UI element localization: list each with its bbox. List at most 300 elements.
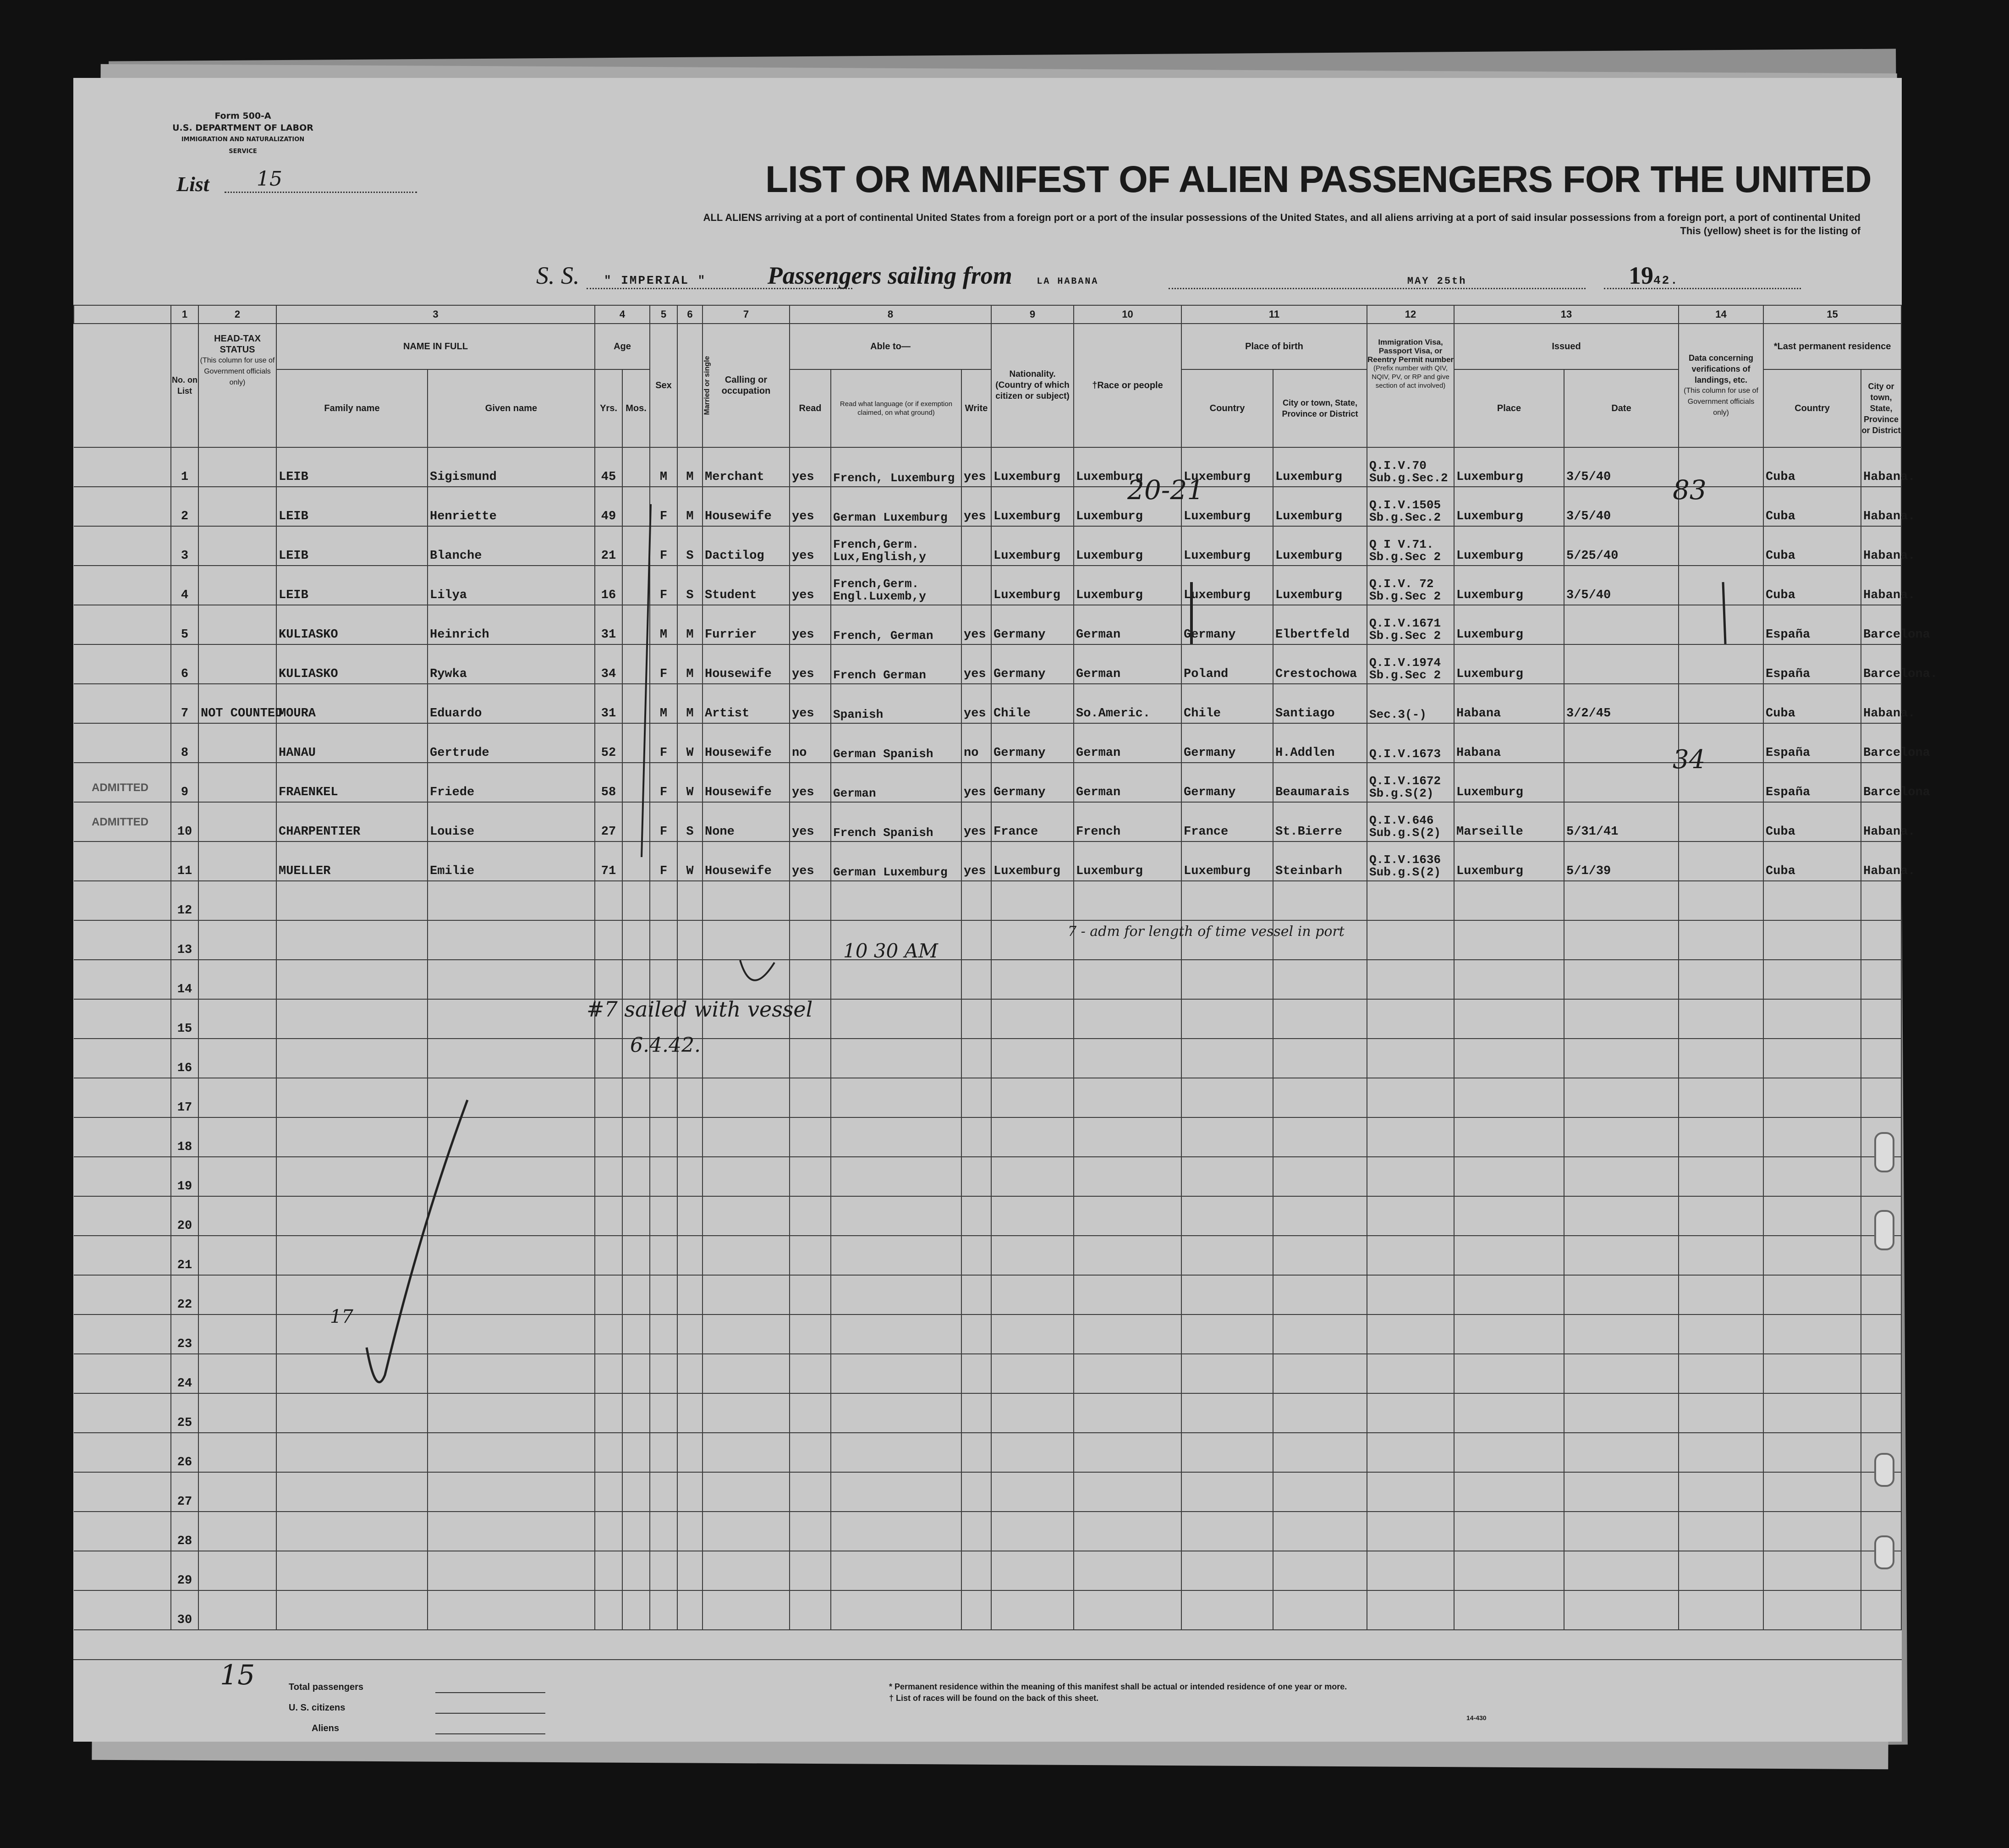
sex-header: Sex [650, 324, 677, 447]
visa-cell: Q.I.V. 72 Sb.g.Sec 2 [1367, 566, 1454, 605]
nationality-cell: Luxemburg [991, 487, 1074, 526]
family-name-cell: CHARPENTIER [276, 802, 428, 842]
birth-country-cell: Germany [1181, 605, 1273, 644]
residence-city-cell: Habana. [1861, 684, 1901, 723]
birth-country-cell: Chile [1181, 684, 1273, 723]
col-num-12: 12 [1367, 305, 1454, 324]
visa-cell: Q.I.V.1636 Sub.g.S(2) [1367, 842, 1454, 881]
issued-place-cell: Luxemburg [1454, 487, 1564, 526]
given-name-cell: Friede [428, 763, 595, 802]
visa-cell: Q.I.V.646 Sub.g.S(2) [1367, 802, 1454, 842]
residence-country-cell: Cuba [1763, 842, 1861, 881]
language-cell: German Spanish [831, 723, 961, 763]
age-cell: 31 [595, 605, 622, 644]
nationality-cell: Luxemburg [991, 526, 1074, 566]
row-number: 5 [171, 605, 198, 644]
race-header: †Race or people [1074, 324, 1181, 447]
write-cell: yes [961, 605, 991, 644]
residence-country-cell: España [1763, 605, 1861, 644]
given-name-cell: Rywka [428, 644, 595, 684]
binder-hole [1874, 1132, 1894, 1172]
yrs-header: Yrs. [595, 369, 622, 447]
nationality-cell: Chile [991, 684, 1074, 723]
birth-city-cell: Luxemburg [1273, 487, 1367, 526]
footer [73, 1659, 1902, 1742]
family-name-header: Family name [276, 369, 428, 447]
row-number: 24 [171, 1354, 198, 1393]
family-name-cell: MUELLER [276, 842, 428, 881]
issued-date-cell: 3/5/40 [1564, 487, 1679, 526]
ditto-stroke [642, 504, 651, 857]
admin-note: 7 - adm for length of time vessel in port [1068, 924, 1345, 940]
residence-city-cell: Habana. [1861, 842, 1901, 881]
family-name-cell: FRAENKEL [276, 763, 428, 802]
check-mark-stroke [367, 1100, 467, 1382]
row-number: 22 [171, 1275, 198, 1314]
nationality-cell: Luxemburg [991, 566, 1074, 605]
residence-city-cell: Barcelona. [1861, 644, 1901, 684]
col-num-15: 15 [1763, 305, 1901, 324]
birth-country-cell: France [1181, 802, 1273, 842]
marital-cell: S [677, 566, 703, 605]
read-cell: yes [790, 526, 831, 566]
issued-place-cell: Luxemburg [1454, 447, 1564, 487]
row-number: 23 [171, 1314, 198, 1354]
col-num-2: 2 [198, 305, 276, 324]
col-num-14: 14 [1679, 305, 1763, 324]
row-number: 29 [171, 1551, 198, 1590]
row-number: 10 [171, 802, 198, 842]
col-num-3: 3 [276, 305, 595, 324]
signature-stroke [740, 960, 774, 980]
col-num-5: 5 [650, 305, 677, 324]
occupation-cell: Housewife [703, 644, 790, 684]
row-number: 21 [171, 1236, 198, 1275]
language-cell: Spanish [831, 684, 961, 723]
family-name-cell: KULIASKO [276, 644, 428, 684]
issued-place-cell: Luxemburg [1454, 644, 1564, 684]
residence-country-cell: España [1763, 763, 1861, 802]
marital-cell: M [677, 644, 703, 684]
family-name-cell: LEIB [276, 566, 428, 605]
given-name-cell: Louise [428, 802, 595, 842]
residence-city-cell: Habana. [1861, 526, 1901, 566]
col-num-6: 6 [677, 305, 703, 324]
visa-cell: Q.I.V.1974 Sb.g.Sec 2 [1367, 644, 1454, 684]
row-number: 11 [171, 842, 198, 881]
marital-cell: W [677, 842, 703, 881]
occupation-cell: Merchant [703, 447, 790, 487]
occupation-cell: None [703, 802, 790, 842]
residence-city-cell: Habana. [1861, 487, 1901, 526]
no-on-list-header: No. on List [171, 324, 198, 447]
last-residence-header: *Last permanent residence [1763, 324, 1901, 369]
row-number: 19 [171, 1157, 198, 1196]
issued-place-cell: Luxemburg [1454, 842, 1564, 881]
family-name-cell: MOURA [276, 684, 428, 723]
page-title: LIST OR MANIFEST OF ALIEN PASSENGERS FOR THE UNITED [765, 159, 1872, 200]
total-passengers-label: Total passengers [289, 1682, 364, 1692]
year-suffix: 42. [1653, 274, 1679, 287]
col-num-13: 13 [1454, 305, 1679, 324]
row-number: 8 [171, 723, 198, 763]
col-num-9: 9 [991, 305, 1074, 324]
occupation-cell: Artist [703, 684, 790, 723]
read-header: Read [790, 369, 831, 447]
birth-country-cell: Poland [1181, 644, 1273, 684]
birth-city-cell: Luxemburg [1273, 447, 1367, 487]
issued-date-cell: 3/5/40 [1564, 566, 1679, 605]
col-num-11: 11 [1181, 305, 1367, 324]
landing-title: Data concerning verifications of landings, etc. [1689, 353, 1754, 385]
visa-title: Immigration Visa, Passport Visa, or Reentry Permit number [1367, 338, 1454, 364]
able-to-header: Able to— [790, 324, 991, 369]
nationality-cell: Luxemburg [991, 447, 1074, 487]
head-tax-note: (This column for use of Government officials only) [200, 357, 275, 386]
issued-date-cell: 5/1/39 [1564, 842, 1679, 881]
race-cell: Luxemburg [1074, 487, 1181, 526]
row-number: 15 [171, 999, 198, 1039]
given-name-cell: Gertrude [428, 723, 595, 763]
residence-city-cell: Habana. [1861, 802, 1901, 842]
row-number: 12 [171, 881, 198, 920]
handwriting-strokes [73, 78, 1902, 1742]
birth-country-cell: Germany [1181, 723, 1273, 763]
occupation-cell: Furrier [703, 605, 790, 644]
ditto-stroke [1723, 582, 1725, 644]
issued-date-cell: 3/5/40 [1564, 447, 1679, 487]
issued-date-cell: 5/25/40 [1564, 526, 1679, 566]
nationality-cell: France [991, 802, 1074, 842]
birth-city-cell: Santiago [1273, 684, 1367, 723]
visa-cell: Q I V.71. Sb.g.Sec 2 [1367, 526, 1454, 566]
count-17: 17 [330, 1306, 353, 1327]
family-name-cell: LEIB [276, 526, 428, 566]
row-number: 7 [171, 684, 198, 723]
read-cell: yes [790, 802, 831, 842]
residence-country-cell: Cuba [1763, 487, 1861, 526]
departure-port: LA HABANA [1037, 276, 1099, 287]
residence-city-cell: Habana. [1861, 566, 1901, 605]
given-name-cell: Henriette [428, 487, 595, 526]
issued-place-cell: Luxemburg [1454, 526, 1564, 566]
count-34: 34 [1673, 745, 1706, 775]
nationality-cell: Luxemburg [991, 842, 1074, 881]
marital-cell: W [677, 763, 703, 802]
race-cell: Luxemburg [1074, 566, 1181, 605]
nationality-header: Nationality. (Country of which citizen or subject) [991, 324, 1074, 447]
visa-cell: Q.I.V.70 Sub.g.Sec.2 [1367, 447, 1454, 487]
language-cell: French Spanish [831, 802, 961, 842]
row-number: 4 [171, 566, 198, 605]
residence-country-cell: España [1763, 723, 1861, 763]
occupation-cell: Student [703, 566, 790, 605]
nationality-cell: Germany [991, 644, 1074, 684]
age-cell: 49 [595, 487, 622, 526]
visa-cell: Q.I.V.1673 [1367, 723, 1454, 763]
age-cell: 31 [595, 684, 622, 723]
given-name-cell: Lilya [428, 566, 595, 605]
nationality-cell: Germany [991, 723, 1074, 763]
residence-country-cell: Cuba [1763, 526, 1861, 566]
row-number: 17 [171, 1078, 198, 1117]
col-num-4: 4 [595, 305, 650, 324]
residence-country-cell: España [1763, 644, 1861, 684]
race-cell: So.Americ. [1074, 684, 1181, 723]
departure-date: MAY 25th [1407, 275, 1467, 287]
marital-cell: S [677, 802, 703, 842]
marital-cell: S [677, 526, 703, 566]
list-label: List [176, 172, 209, 196]
birth-country-cell: Luxemburg [1181, 487, 1273, 526]
admitted-stamp: ADMITTED [92, 816, 148, 828]
ss-label: S. S. [536, 262, 580, 289]
write-cell: yes [961, 644, 991, 684]
issued-header: Issued [1454, 324, 1679, 369]
age-cell: 16 [595, 566, 622, 605]
binder-hole [1874, 1210, 1894, 1250]
read-cell: yes [790, 605, 831, 644]
birth-city-cell: H.Addlen [1273, 723, 1367, 763]
aliens-line [435, 1733, 545, 1734]
language-cell: German Luxemburg [831, 842, 961, 881]
citizens-line [435, 1713, 545, 1714]
issued-place-cell: Habana [1454, 684, 1564, 723]
visa-cell: Sec.3(-) [1367, 684, 1454, 723]
residence-city-cell: Barcelona [1861, 763, 1901, 802]
row-number: 27 [171, 1472, 198, 1512]
birth-city-cell: St.Bierre [1273, 802, 1367, 842]
write-cell: yes [961, 684, 991, 723]
sailed-date: 6.4.42. [630, 1034, 701, 1057]
residence-country-cell: Cuba [1763, 802, 1861, 842]
age-cell: 27 [595, 802, 622, 842]
mos-header: Mos. [622, 369, 650, 447]
birth-city-header: City or town, State, Province or District [1273, 369, 1367, 447]
write-cell: no [961, 723, 991, 763]
occupation-cell: Dactilog [703, 526, 790, 566]
sailed-note: #7 sailed with vessel [587, 997, 813, 1022]
write-cell: yes [961, 842, 991, 881]
nationality-cell: Germany [991, 763, 1074, 802]
sex-cell: F [650, 842, 677, 881]
read-cell: yes [790, 566, 831, 605]
row-number: 2 [171, 487, 198, 526]
row-number: 30 [171, 1590, 198, 1630]
family-name-cell: KULIASKO [276, 605, 428, 644]
calling-header: Calling or occupation [703, 324, 790, 447]
family-name-cell: LEIB [276, 447, 428, 487]
row-number: 6 [171, 644, 198, 684]
language-cell: German [831, 763, 961, 802]
birth-country-cell: Luxemburg [1181, 566, 1273, 605]
count-15: 15 [220, 1659, 255, 1691]
read-cell: no [790, 723, 831, 763]
sex-cell: M [650, 684, 677, 723]
given-name-cell: Sigismund [428, 447, 595, 487]
issued-date-cell: 5/31/41 [1564, 802, 1679, 842]
form-dept: U.S. DEPARTMENT OF LABOR [172, 123, 313, 133]
family-name-cell: HANAU [276, 723, 428, 763]
sailing-label: Passengers sailing from [767, 262, 1012, 289]
row-number: 16 [171, 1039, 198, 1078]
issued-place-cell: Luxemburg [1454, 605, 1564, 644]
read-cell: yes [790, 842, 831, 881]
row-number: 26 [171, 1433, 198, 1472]
col-num-1: 1 [171, 305, 198, 324]
time-annotation: 10 30 AM [843, 940, 938, 962]
total-line [435, 1692, 545, 1693]
language-cell: French German [831, 644, 961, 684]
given-name-cell: Blanche [428, 526, 595, 566]
birth-country-cell: Luxemburg [1181, 842, 1273, 881]
visa-cell: Q.I.V.1505 Sb.g.Sec.2 [1367, 487, 1454, 526]
language-cell: French,Germ. Lux,English,y [831, 526, 961, 566]
row-number: 25 [171, 1393, 198, 1433]
age-cell: 45 [595, 447, 622, 487]
binder-hole [1874, 1535, 1894, 1569]
visa-note: (Prefix number with QIV, NQIV, PV, or RP and give section of act involved) [1372, 364, 1449, 390]
issued-place-cell: Marseille [1454, 802, 1564, 842]
issued-place-cell: Habana [1454, 723, 1564, 763]
residence-city-header: City or town, State, Province or District [1861, 369, 1901, 447]
given-name-header: Given name [428, 369, 595, 447]
count-annotation: 83 [1673, 474, 1707, 506]
footer-divider [73, 1659, 1902, 1660]
marital-cell: M [677, 605, 703, 644]
row-number: 18 [171, 1117, 198, 1157]
birth-city-cell: Luxemburg [1273, 526, 1367, 566]
visa-cell: Q.I.V.1672 Sb.g.S(2) [1367, 763, 1454, 802]
issued-date-header: Date [1564, 369, 1679, 447]
residence-city-cell: Barcelona [1861, 723, 1901, 763]
language-cell: French, German [831, 605, 961, 644]
birth-country-cell: Germany [1181, 763, 1273, 802]
residence-country-cell: Cuba [1763, 684, 1861, 723]
residence-country-cell: Cuba [1763, 447, 1861, 487]
race-cell: German [1074, 723, 1181, 763]
birth-country-cell: Luxemburg [1181, 526, 1273, 566]
subtitle-line-2: This (yellow) sheet is for the listing of [1680, 225, 1861, 236]
given-name-cell: Eduardo [428, 684, 595, 723]
row-number: 3 [171, 526, 198, 566]
write-header: Write [961, 369, 991, 447]
issued-place-cell: Luxemburg [1454, 566, 1564, 605]
read-cell: yes [790, 684, 831, 723]
sex-cell: F [650, 723, 677, 763]
birth-city-cell: Elbertfeld [1273, 605, 1367, 644]
read-language-header: Read what language (or if exemption claimed, on what ground) [831, 369, 961, 447]
sex-cell: M [650, 447, 677, 487]
admitted-stamp: ADMITTED [92, 781, 148, 794]
given-name-cell: Heinrich [428, 605, 595, 644]
print-code: 14-430 [1466, 1714, 1487, 1722]
age-cell: 52 [595, 723, 622, 763]
visa-cell: Q.I.V.1671 Sb.g.Sec 2 [1367, 605, 1454, 644]
row-number: 20 [171, 1196, 198, 1236]
sex-cell: F [650, 802, 677, 842]
form-number: Form 500-A [214, 111, 271, 121]
aliens-label: Aliens [312, 1723, 340, 1733]
read-cell: yes [790, 763, 831, 802]
read-cell: yes [790, 644, 831, 684]
col-num-10: 10 [1074, 305, 1181, 324]
read-cell: yes [790, 487, 831, 526]
landing-note: (This column for use of Government officials only) [1684, 387, 1758, 417]
place-of-birth-header: Place of birth [1181, 324, 1367, 369]
sex-cell: M [650, 605, 677, 644]
language-cell: French,Germ. Engl.Luxemb,y [831, 566, 961, 605]
age-header: Age [595, 324, 650, 369]
sex-cell: F [650, 526, 677, 566]
race-cell: German [1074, 644, 1181, 684]
nationality-cell: Germany [991, 605, 1074, 644]
sex-cell: F [650, 763, 677, 802]
sex-cell: F [650, 566, 677, 605]
write-cell: yes [961, 763, 991, 802]
birth-city-cell: Luxemburg [1273, 566, 1367, 605]
age-cell: 21 [595, 526, 622, 566]
race-cell: Luxemburg [1074, 526, 1181, 566]
row-number: 9 [171, 763, 198, 802]
occupation-cell: Housewife [703, 842, 790, 881]
residence-city-cell: Barcelona [1861, 605, 1901, 644]
head-tax-title: HEAD-TAX STATUS [214, 334, 261, 355]
write-cell: yes [961, 447, 991, 487]
marital-cell: W [677, 723, 703, 763]
language-cell: German Luxemburg [831, 487, 961, 526]
birth-city-cell: Steinbarh [1273, 842, 1367, 881]
residence-footnote: * Permanent residence within the meaning of this manifest shall be actual or intended residence of one year or more. [889, 1682, 1347, 1691]
birth-city-cell: Crestochowa [1273, 644, 1367, 684]
issued-place-cell: Luxemburg [1454, 763, 1564, 802]
binder-hole [1874, 1453, 1894, 1487]
year-prefix: 19 [1628, 262, 1653, 289]
race-cell: Luxemburg [1074, 447, 1181, 487]
sex-cell: F [650, 487, 677, 526]
row-number: 1 [171, 447, 198, 487]
subtitle-line-1: ALL ALIENS arriving at a port of continental United States from a foreign port or a port of the insular possessions of the United States, and all aliens arriving at a port of said insular possessions from a foreign port, a port of continental United [703, 212, 1861, 223]
races-footnote: † List of races will be found on the back of this sheet. [889, 1694, 1099, 1703]
name-in-full-header: NAME IN FULL [276, 324, 595, 369]
marital-cell: M [677, 487, 703, 526]
occupation-cell: Housewife [703, 487, 790, 526]
issued-place-header: Place [1454, 369, 1564, 447]
residence-city-cell: Habana. [1861, 447, 1901, 487]
race-cell: German [1074, 763, 1181, 802]
age-cell: 34 [595, 644, 622, 684]
age-range-annotation: 20-21 [1127, 474, 1204, 506]
row-number: 28 [171, 1512, 198, 1551]
write-cell: yes [961, 802, 991, 842]
residence-country-cell: Cuba [1763, 566, 1861, 605]
occupation-cell: Housewife [703, 763, 790, 802]
occupation-cell: Housewife [703, 723, 790, 763]
language-cell: French, Luxemburg [831, 447, 961, 487]
col-num-7: 7 [703, 305, 790, 324]
list-number: 15 [257, 167, 282, 191]
row-number: 13 [171, 920, 198, 960]
race-cell: German [1074, 605, 1181, 644]
row-number: 14 [171, 960, 198, 999]
sex-cell: F [650, 644, 677, 684]
us-citizens-label: U. S. citizens [289, 1703, 346, 1713]
birth-country-cell: Luxemburg [1181, 447, 1273, 487]
read-cell: yes [790, 447, 831, 487]
marital-cell: M [677, 447, 703, 487]
form-service: IMMIGRATION AND NATURALIZATION SERVICE [181, 136, 305, 155]
issued-date-cell: 3/2/45 [1564, 684, 1679, 723]
